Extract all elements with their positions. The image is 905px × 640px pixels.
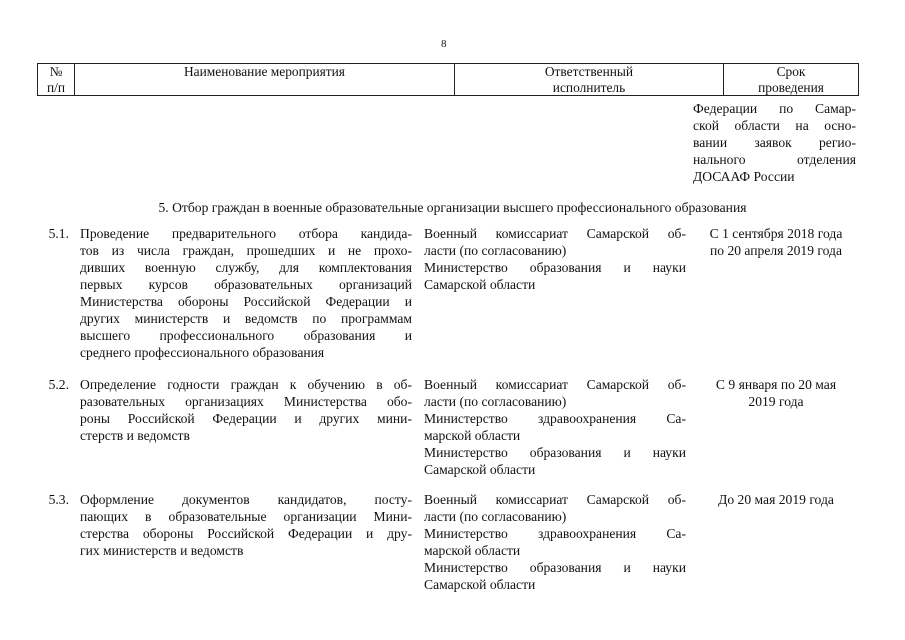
- text-line: Военный комиссариат Самарской об-: [424, 377, 686, 392]
- text-line: разовательных организациях Министерства обо-: [80, 394, 412, 409]
- row-number: 5.3.: [48, 492, 69, 507]
- header-responsible-column: [455, 64, 724, 95]
- text-line: Министерство здравоохранения Са-: [424, 526, 686, 541]
- text-line: первых курсов образовательных организаций: [80, 277, 412, 292]
- text-line: ласти (по согласованию): [424, 243, 567, 258]
- text-line: Министерство здравоохранения Са-: [424, 411, 686, 426]
- header-term-label-line1: Срок: [776, 64, 806, 79]
- text-line: тов из числа граждан, прошедших и не прохо-: [80, 243, 412, 258]
- header-number-column: [38, 64, 75, 95]
- header-number-label-line2: п/п: [46, 80, 66, 95]
- text-line: марской области: [424, 428, 521, 443]
- text-line: Министерство образования и науки: [424, 560, 686, 575]
- text-line: Самарской области: [424, 277, 536, 292]
- text-line: роны Российской Федерации и других мини-: [80, 411, 412, 426]
- text-line: Министерства обороны Российской Федерации и: [80, 294, 412, 309]
- row-number: 5.2.: [48, 377, 69, 392]
- row-event-name: [80, 225, 412, 361]
- text-line: Военный комиссариат Самарской об-: [424, 226, 686, 241]
- text-line: стерства обороны Российской Федерации и дру-: [80, 526, 412, 541]
- header-name-label: Наименование мероприятия: [184, 64, 345, 79]
- row-term: [697, 376, 855, 410]
- continuation-line: вании заявок регио-: [693, 135, 856, 150]
- continuation-line: ской области на осно-: [693, 118, 856, 133]
- text-line: До 20 мая 2019 года: [718, 492, 834, 507]
- text-line: марской области: [424, 543, 521, 558]
- text-line: гих министерств и ведомств: [80, 543, 244, 558]
- continuation-line: ДОСААФ России: [693, 169, 795, 184]
- text-line: Самарской области: [424, 577, 536, 592]
- header-name-column: [75, 64, 455, 95]
- text-line: пающих в образовательные организации Мини-: [80, 509, 412, 524]
- text-line: Министерство образования и науки: [424, 260, 686, 275]
- header-number-label-line1: №: [49, 64, 63, 79]
- continuation-line: нального отделения: [693, 152, 856, 167]
- row-event-name: [80, 491, 412, 559]
- text-line: стерств и ведомств: [80, 428, 190, 443]
- text-line: среднего профессионального образования: [80, 345, 325, 360]
- header-term-label-line2: проведения: [758, 80, 824, 95]
- row-event-name: [80, 376, 412, 444]
- text-line: Проведение предварительного отбора кандида-: [80, 226, 412, 241]
- section-title: 5. Отбор граждан в военные образовательные организации высшего профессионального образования: [158, 200, 747, 215]
- text-line: С 1 сентября 2018 года: [709, 226, 843, 241]
- row-term: [697, 491, 855, 508]
- text-line: Министерство образования и науки: [424, 445, 686, 460]
- text-line: дивших военную службу, для комплектования: [80, 260, 412, 275]
- continuation-term-cell: [693, 100, 856, 185]
- text-line: Оформление документов кандидатов, посту-: [80, 492, 412, 507]
- text-line: по 20 апреля 2019 года: [709, 243, 843, 258]
- row-responsible: [424, 225, 686, 293]
- continuation-line: Федерации по Самар-: [693, 101, 856, 116]
- text-line: С 9 января по 20 мая: [715, 377, 837, 392]
- header-term-column: [724, 64, 859, 95]
- text-line: 2019 года: [748, 394, 804, 409]
- page-number: 8: [441, 38, 447, 50]
- text-line: ласти (по согласованию): [424, 509, 567, 524]
- row-responsible: [424, 376, 686, 478]
- text-line: ласти (по согласованию): [424, 394, 567, 409]
- header-responsible-label-line2: исполнитель: [552, 80, 626, 95]
- text-line: Самарской области: [424, 462, 536, 477]
- text-line: Определение годности граждан к обучению в об-: [80, 377, 412, 392]
- text-line: высшего профессионального образования и: [80, 328, 412, 343]
- table-header: [37, 63, 859, 96]
- text-line: других министерств и ведомств по программам: [80, 311, 412, 326]
- row-number: 5.1.: [48, 226, 69, 241]
- row-responsible: [424, 491, 686, 593]
- header-responsible-label-line1: Ответственный: [544, 64, 634, 79]
- row-term: [697, 225, 855, 259]
- text-line: Военный комиссариат Самарской об-: [424, 492, 686, 507]
